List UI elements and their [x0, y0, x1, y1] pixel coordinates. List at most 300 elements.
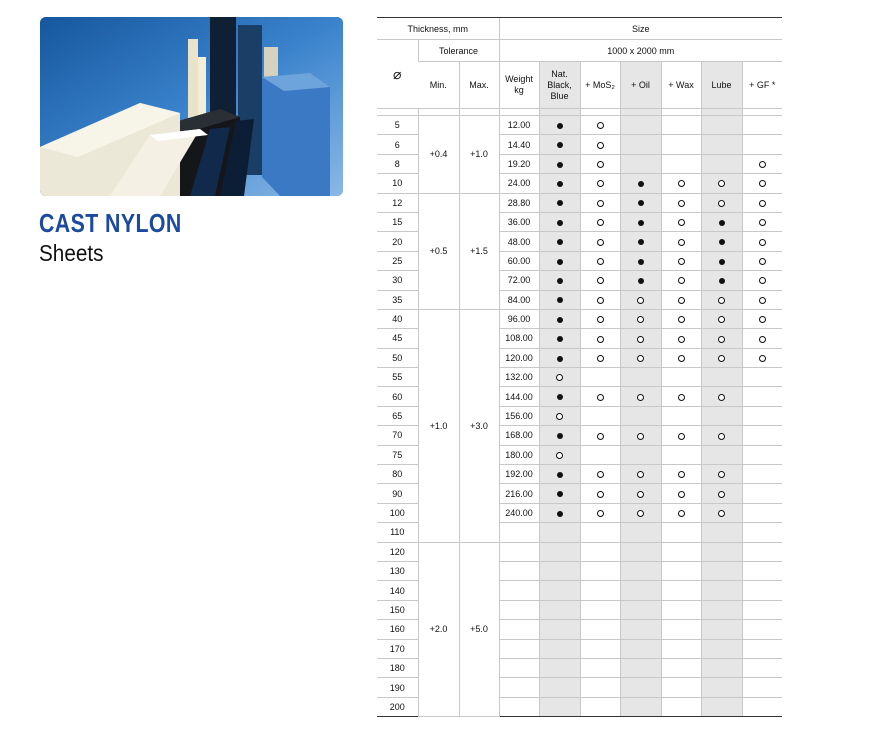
lube-availability-cell: [701, 232, 742, 251]
thickness-cell: 170: [377, 639, 418, 658]
open-circle-icon: [718, 471, 725, 478]
open-circle-icon: [637, 297, 644, 304]
thickness-cell: 130: [377, 561, 418, 580]
table-row: [377, 542, 782, 561]
thickness-cell: 8: [377, 154, 418, 173]
open-circle-icon: [718, 491, 725, 498]
open-circle-icon: [759, 219, 766, 226]
weight-cell: [499, 581, 539, 600]
nat-availability-cell: [539, 329, 580, 348]
lube-availability-cell: [701, 135, 742, 154]
thickness-cell: 60: [377, 387, 418, 406]
thickness-cell: 50: [377, 348, 418, 367]
filled-circle-icon: [557, 394, 563, 400]
oil-availability-cell: [620, 581, 661, 600]
open-circle-icon: [637, 510, 644, 517]
filled-circle-icon: [719, 278, 725, 284]
oil-availability-cell: [620, 639, 661, 658]
lube-availability-cell: [701, 116, 742, 135]
nat-availability-cell: [539, 620, 580, 639]
wax-availability-cell: [661, 503, 701, 522]
nat-availability-cell: [539, 212, 580, 231]
nat-availability-cell: [539, 251, 580, 270]
weight-cell: 240.00: [499, 503, 539, 522]
mos2-availability-cell: [580, 523, 620, 542]
thickness-cell: 40: [377, 309, 418, 328]
thickness-cell: 35: [377, 290, 418, 309]
open-circle-icon: [637, 394, 644, 401]
specification-table: [377, 17, 782, 717]
nat-availability-cell: [539, 368, 580, 387]
filled-circle-icon: [719, 220, 725, 226]
wax-availability-cell: [661, 154, 701, 173]
mos2-availability-cell: [580, 387, 620, 406]
lube-availability-cell: [701, 406, 742, 425]
filled-circle-icon: [557, 181, 563, 187]
open-circle-icon: [678, 510, 685, 517]
lube-availability-cell: [701, 697, 742, 716]
mos2-availability-cell: [580, 212, 620, 231]
filled-circle-icon: [638, 278, 644, 284]
thickness-header: Thickness, mm: [377, 18, 499, 40]
wax-availability-cell: [661, 251, 701, 270]
lube-availability-cell: [701, 212, 742, 231]
open-circle-icon: [556, 452, 563, 459]
thickness-cell: 190: [377, 678, 418, 697]
thickness-cell: 6: [377, 135, 418, 154]
lube-availability-cell: [701, 484, 742, 503]
nat-availability-cell: [539, 271, 580, 290]
oil-availability-cell: [620, 212, 661, 231]
weight-cell: 156.00: [499, 406, 539, 425]
wax-availability-cell: [661, 426, 701, 445]
gf-availability-cell: [742, 581, 782, 600]
filled-circle-icon: [557, 123, 563, 129]
oil-availability-cell: [620, 542, 661, 561]
mos2-availability-cell: [580, 368, 620, 387]
lube-availability-cell: [701, 542, 742, 561]
oil-availability-cell: [620, 193, 661, 212]
filled-circle-icon: [719, 259, 725, 265]
open-circle-icon: [597, 219, 604, 226]
oil-availability-cell: [620, 309, 661, 328]
open-circle-icon: [718, 510, 725, 517]
open-circle-icon: [759, 316, 766, 323]
lube-availability-cell: [701, 523, 742, 542]
nat-availability-cell: [539, 174, 580, 193]
wax-availability-cell: [661, 484, 701, 503]
tolerance-min-cell: +0.4: [418, 116, 459, 194]
open-circle-icon: [718, 180, 725, 187]
weight-cell: [499, 697, 539, 716]
wax-availability-cell: [661, 658, 701, 677]
oil-availability-cell: [620, 426, 661, 445]
mos2-availability-cell: [580, 135, 620, 154]
filled-circle-icon: [557, 491, 563, 497]
weight-cell: 12.00: [499, 116, 539, 135]
open-circle-icon: [718, 200, 725, 207]
tolerance-header: Tolerance: [418, 40, 499, 62]
weight-cell: 144.00: [499, 387, 539, 406]
open-circle-icon: [759, 355, 766, 362]
mos2-availability-cell: [580, 329, 620, 348]
lube-availability-cell: [701, 329, 742, 348]
oil-availability-cell: [620, 271, 661, 290]
oil-availability-cell: [620, 290, 661, 309]
filled-circle-icon: [557, 472, 563, 478]
gf-availability-cell: [742, 368, 782, 387]
filled-circle-icon: [557, 297, 563, 303]
open-circle-icon: [597, 355, 604, 362]
open-circle-icon: [597, 471, 604, 478]
weight-cell: 48.00: [499, 232, 539, 251]
wax-availability-cell: [661, 465, 701, 484]
gf-availability-cell: [742, 251, 782, 270]
open-circle-icon: [759, 161, 766, 168]
oil-availability-cell: [620, 561, 661, 580]
weight-cell: 28.80: [499, 193, 539, 212]
oil-availability-cell: [620, 523, 661, 542]
weight-cell: 36.00: [499, 212, 539, 231]
open-circle-icon: [718, 355, 725, 362]
mos2-availability-cell: [580, 426, 620, 445]
open-circle-icon: [597, 316, 604, 323]
mos2-availability-cell: [580, 600, 620, 619]
diameter-symbol-icon: ⌀: [377, 40, 418, 109]
lube-availability-cell: [701, 251, 742, 270]
wax-availability-cell: [661, 445, 701, 464]
open-circle-icon: [678, 471, 685, 478]
gf-availability-cell: [742, 387, 782, 406]
nat-availability-cell: [539, 154, 580, 173]
gf-availability-cell: [742, 465, 782, 484]
open-circle-icon: [637, 336, 644, 343]
oil-availability-cell: [620, 387, 661, 406]
nat-availability-cell: [539, 232, 580, 251]
gf-availability-cell: [742, 484, 782, 503]
mos2-availability-cell: [580, 678, 620, 697]
filled-circle-icon: [638, 220, 644, 226]
filled-circle-icon: [557, 259, 563, 265]
thickness-cell: 10: [377, 174, 418, 193]
lube-availability-cell: [701, 387, 742, 406]
filled-circle-icon: [557, 239, 563, 245]
nat-availability-cell: [539, 561, 580, 580]
open-circle-icon: [678, 433, 685, 440]
nat-availability-cell: [539, 658, 580, 677]
wax-availability-cell: [661, 697, 701, 716]
lube-availability-cell: [701, 348, 742, 367]
weight-cell: 132.00: [499, 368, 539, 387]
open-circle-icon: [759, 336, 766, 343]
thickness-cell: 25: [377, 251, 418, 270]
open-circle-icon: [637, 491, 644, 498]
lube-availability-cell: [701, 561, 742, 580]
oil-availability-cell: [620, 658, 661, 677]
lube-availability-cell: [701, 445, 742, 464]
open-circle-icon: [678, 258, 685, 265]
mos2-availability-cell: [580, 465, 620, 484]
mos2-availability-cell: [580, 503, 620, 522]
nat-availability-cell: [539, 309, 580, 328]
oil-availability-cell: [620, 406, 661, 425]
table-row: [377, 116, 782, 135]
open-circle-icon: [597, 142, 604, 149]
wax-availability-cell: [661, 368, 701, 387]
nat-availability-cell: [539, 445, 580, 464]
mos2-availability-cell: [580, 445, 620, 464]
nylon-products-illustration: [40, 17, 343, 196]
nat-availability-cell: [539, 581, 580, 600]
thickness-cell: 5: [377, 116, 418, 135]
open-circle-icon: [597, 239, 604, 246]
nat-availability-cell: [539, 348, 580, 367]
open-circle-icon: [678, 297, 685, 304]
filled-circle-icon: [557, 200, 563, 206]
open-circle-icon: [597, 161, 604, 168]
thickness-cell: 70: [377, 426, 418, 445]
oil-availability-cell: [620, 600, 661, 619]
open-circle-icon: [678, 200, 685, 207]
lube-availability-cell: [701, 658, 742, 677]
mos2-availability-cell: [580, 620, 620, 639]
oil-availability-cell: [620, 503, 661, 522]
max-header: Max.: [459, 62, 499, 109]
weight-cell: 120.00: [499, 348, 539, 367]
wax-availability-cell: [661, 387, 701, 406]
filled-circle-icon: [557, 356, 563, 362]
thickness-cell: 30: [377, 271, 418, 290]
open-circle-icon: [678, 180, 685, 187]
open-circle-icon: [556, 413, 563, 420]
open-circle-icon: [678, 336, 685, 343]
gf-availability-cell: [742, 232, 782, 251]
open-circle-icon: [678, 239, 685, 246]
thickness-cell: 55: [377, 368, 418, 387]
thickness-cell: 90: [377, 484, 418, 503]
open-circle-icon: [597, 297, 604, 304]
mos2-availability-cell: [580, 290, 620, 309]
weight-cell: [499, 542, 539, 561]
wax-availability-cell: [661, 135, 701, 154]
filled-circle-icon: [638, 239, 644, 245]
oil-availability-cell: [620, 697, 661, 716]
gf-availability-cell: [742, 271, 782, 290]
oil-availability-cell: [620, 174, 661, 193]
weight-cell: 84.00: [499, 290, 539, 309]
thickness-cell: 100: [377, 503, 418, 522]
weight-cell: 60.00: [499, 251, 539, 270]
weight-cell: [499, 561, 539, 580]
filled-circle-icon: [557, 278, 563, 284]
nat-availability-cell: [539, 465, 580, 484]
open-circle-icon: [718, 394, 725, 401]
lube-header: Lube: [701, 62, 742, 109]
wax-availability-cell: [661, 678, 701, 697]
weight-cell: 216.00: [499, 484, 539, 503]
filled-circle-icon: [638, 259, 644, 265]
wax-availability-cell: [661, 542, 701, 561]
wax-header: + Wax: [661, 62, 701, 109]
nat-availability-cell: [539, 503, 580, 522]
open-circle-icon: [597, 122, 604, 129]
product-subtitle: Sheets: [39, 240, 104, 266]
mos2-availability-cell: [580, 232, 620, 251]
open-circle-icon: [597, 258, 604, 265]
product-title: CAST NYLON: [39, 208, 182, 238]
oil-availability-cell: [620, 445, 661, 464]
open-circle-icon: [678, 316, 685, 323]
filled-circle-icon: [557, 162, 563, 168]
lube-availability-cell: [701, 309, 742, 328]
gf-availability-cell: [742, 329, 782, 348]
nat-availability-cell: [539, 426, 580, 445]
gf-availability-cell: [742, 154, 782, 173]
open-circle-icon: [678, 355, 685, 362]
mos2-availability-cell: [580, 639, 620, 658]
mos2-availability-cell: [580, 348, 620, 367]
nat-availability-cell: [539, 290, 580, 309]
gf-availability-cell: [742, 620, 782, 639]
weight-cell: [499, 658, 539, 677]
wax-availability-cell: [661, 271, 701, 290]
filled-circle-icon: [638, 200, 644, 206]
wax-availability-cell: [661, 174, 701, 193]
nat-availability-cell: [539, 639, 580, 658]
filled-circle-icon: [557, 220, 563, 226]
thickness-cell: 140: [377, 581, 418, 600]
tolerance-min-cell: +2.0: [418, 542, 459, 717]
open-circle-icon: [597, 394, 604, 401]
wax-availability-cell: [661, 600, 701, 619]
tolerance-max-cell: +1.5: [459, 193, 499, 309]
mos2-availability-cell: [580, 309, 620, 328]
weight-cell: 168.00: [499, 426, 539, 445]
lube-availability-cell: [701, 174, 742, 193]
size-header: Size: [499, 18, 782, 40]
mos2-availability-cell: [580, 193, 620, 212]
tolerance-min-cell: +0.5: [418, 193, 459, 309]
open-circle-icon: [597, 180, 604, 187]
lube-availability-cell: [701, 600, 742, 619]
gf-availability-cell: [742, 503, 782, 522]
oil-availability-cell: [620, 116, 661, 135]
lube-availability-cell: [701, 620, 742, 639]
gf-availability-cell: [742, 600, 782, 619]
lube-availability-cell: [701, 154, 742, 173]
mos2-availability-cell: [580, 271, 620, 290]
thickness-cell: 180: [377, 658, 418, 677]
size-value-header: 1000 x 2000 mm: [499, 40, 782, 62]
gf-header: + GF *: [742, 62, 782, 109]
thickness-cell: 75: [377, 445, 418, 464]
filled-circle-icon: [557, 142, 563, 148]
gf-availability-cell: [742, 658, 782, 677]
wax-availability-cell: [661, 212, 701, 231]
wax-availability-cell: [661, 329, 701, 348]
nat-availability-cell: [539, 542, 580, 561]
oil-availability-cell: [620, 251, 661, 270]
tolerance-min-cell: +1.0: [418, 309, 459, 542]
mos2-availability-cell: [580, 697, 620, 716]
gf-availability-cell: [742, 116, 782, 135]
gf-availability-cell: [742, 174, 782, 193]
mos2-availability-cell: [580, 581, 620, 600]
gf-availability-cell: [742, 678, 782, 697]
weight-cell: 24.00: [499, 174, 539, 193]
lube-availability-cell: [701, 368, 742, 387]
mos2-availability-cell: [580, 561, 620, 580]
product-photo: [40, 17, 343, 196]
oil-availability-cell: [620, 678, 661, 697]
oil-availability-cell: [620, 232, 661, 251]
open-circle-icon: [718, 316, 725, 323]
gf-availability-cell: [742, 561, 782, 580]
thickness-cell: 45: [377, 329, 418, 348]
open-circle-icon: [759, 277, 766, 284]
mos2-availability-cell: [580, 542, 620, 561]
open-circle-icon: [759, 200, 766, 207]
mos2-availability-cell: [580, 406, 620, 425]
filled-circle-icon: [557, 336, 563, 342]
lube-availability-cell: [701, 193, 742, 212]
tolerance-max-cell: +1.0: [459, 116, 499, 194]
nat-availability-cell: [539, 387, 580, 406]
wax-availability-cell: [661, 116, 701, 135]
gf-availability-cell: [742, 697, 782, 716]
thickness-cell: 15: [377, 212, 418, 231]
open-circle-icon: [718, 336, 725, 343]
nat-availability-cell: [539, 523, 580, 542]
thickness-cell: 200: [377, 697, 418, 716]
thickness-cell: 160: [377, 620, 418, 639]
oil-header: + Oil: [620, 62, 661, 109]
thickness-cell: 65: [377, 406, 418, 425]
weight-cell: 192.00: [499, 465, 539, 484]
tolerance-max-cell: +5.0: [459, 542, 499, 717]
wax-availability-cell: [661, 348, 701, 367]
gf-availability-cell: [742, 193, 782, 212]
wax-availability-cell: [661, 620, 701, 639]
mos2-availability-cell: [580, 174, 620, 193]
oil-availability-cell: [620, 154, 661, 173]
weight-cell: [499, 639, 539, 658]
mos2-availability-cell: [580, 251, 620, 270]
open-circle-icon: [759, 180, 766, 187]
weight-cell: [499, 678, 539, 697]
wax-availability-cell: [661, 193, 701, 212]
thickness-cell: 150: [377, 600, 418, 619]
weight-cell: [499, 620, 539, 639]
gf-availability-cell: [742, 445, 782, 464]
open-circle-icon: [678, 394, 685, 401]
nat-availability-cell: [539, 600, 580, 619]
lube-availability-cell: [701, 503, 742, 522]
nat-availability-cell: [539, 193, 580, 212]
open-circle-icon: [597, 277, 604, 284]
gf-availability-cell: [742, 426, 782, 445]
oil-availability-cell: [620, 348, 661, 367]
gf-availability-cell: [742, 212, 782, 231]
thickness-cell: 12: [377, 193, 418, 212]
gf-availability-cell: [742, 523, 782, 542]
lube-availability-cell: [701, 581, 742, 600]
gf-availability-cell: [742, 309, 782, 328]
oil-availability-cell: [620, 135, 661, 154]
weight-cell: 108.00: [499, 329, 539, 348]
nat-availability-cell: [539, 406, 580, 425]
open-circle-icon: [637, 433, 644, 440]
